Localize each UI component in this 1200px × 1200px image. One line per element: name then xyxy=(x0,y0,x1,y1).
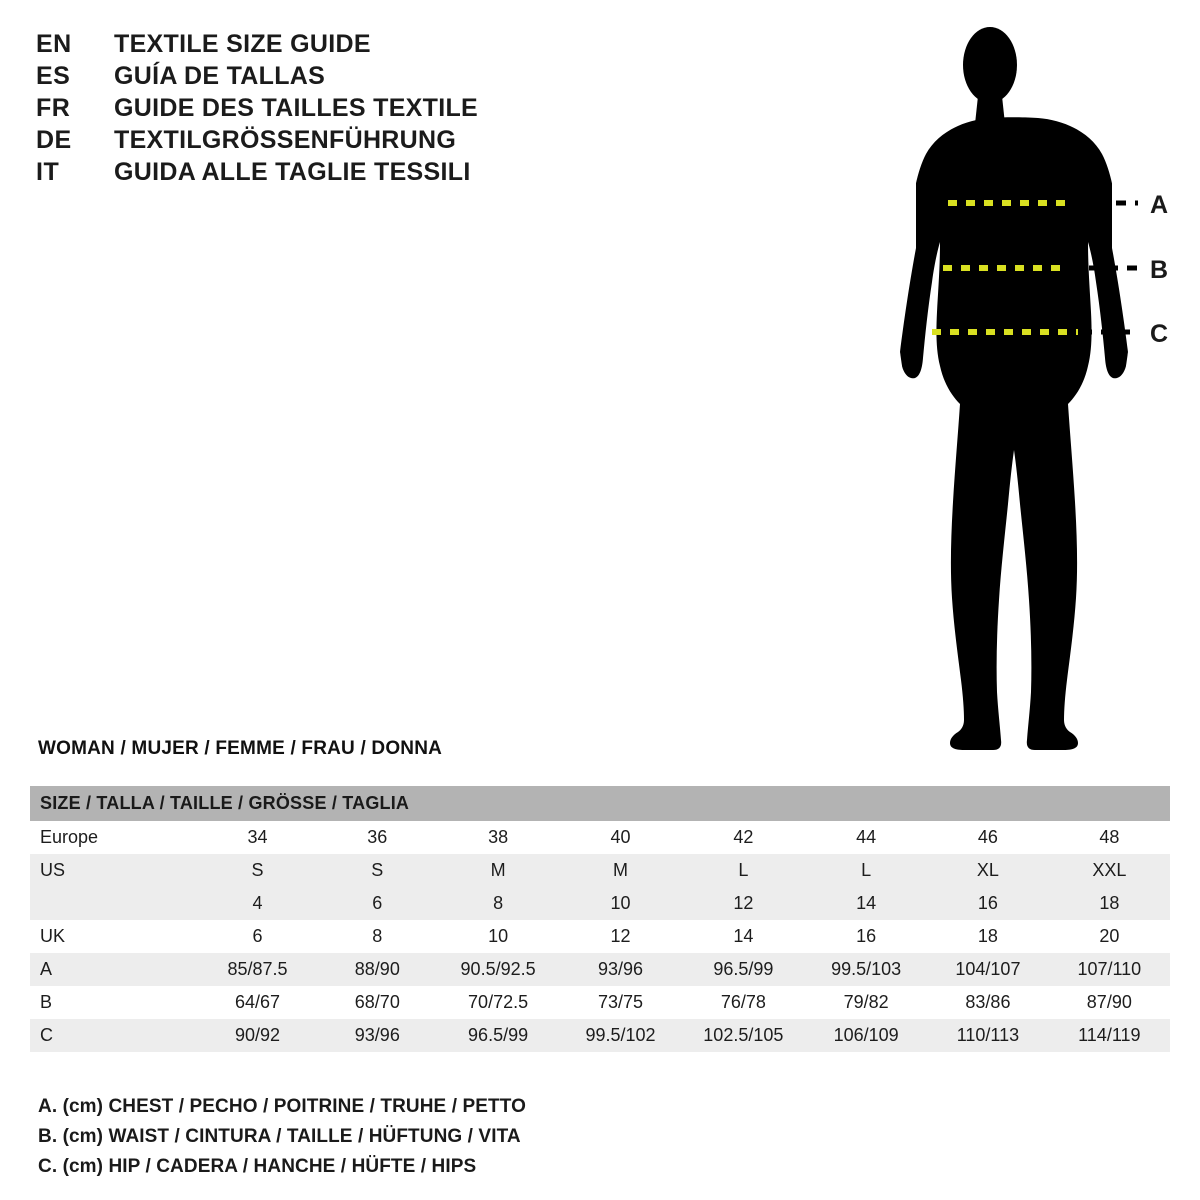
cell-a-5: 96.5/99 xyxy=(682,953,805,986)
cell-us-7: XL xyxy=(927,854,1048,887)
measurement-legend xyxy=(38,1092,938,1182)
cell-b-4: 73/75 xyxy=(559,986,681,1019)
cell-us-5: L xyxy=(682,854,805,887)
cell-a-4: 93/96 xyxy=(559,953,681,986)
cell-europe-7: 46 xyxy=(927,821,1048,854)
cell-b-5: 76/78 xyxy=(682,986,805,1019)
cell-europe-2: 36 xyxy=(318,821,437,854)
marker-label-c: C xyxy=(1150,320,1169,348)
cell-c-4: 99.5/102 xyxy=(559,1019,681,1052)
cell-us-2: S xyxy=(318,854,437,887)
cell-a-2: 88/90 xyxy=(318,953,437,986)
cell-c-5: 102.5/105 xyxy=(682,1019,805,1052)
cell-c-8: 114/119 xyxy=(1049,1019,1170,1052)
cell-us-3: M xyxy=(437,854,560,887)
cell-b-6: 79/82 xyxy=(805,986,927,1019)
language-row-it xyxy=(36,158,676,190)
table-section-title: WOMAN / MUJER / FEMME / FRAU / DONNA xyxy=(38,738,443,759)
footnote-waist: B. (cm) WAIST / CINTURA / TAILLE / HÜFTUNG / VITA xyxy=(38,1126,521,1147)
cell-europe-1: 34 xyxy=(197,821,318,854)
cell-b-8: 87/90 xyxy=(1049,986,1170,1019)
language-row-de xyxy=(36,126,676,158)
table-row xyxy=(30,953,1170,986)
cell-c-6: 106/109 xyxy=(805,1019,927,1052)
table-row xyxy=(30,887,1170,920)
marker-label-b: B xyxy=(1150,256,1169,284)
row-label-us-numeric xyxy=(30,887,197,920)
cell-uk-7: 18 xyxy=(927,920,1048,953)
cell-us-numeric-8: 18 xyxy=(1049,887,1170,920)
cell-europe-8: 48 xyxy=(1049,821,1170,854)
cell-us-numeric-5: 12 xyxy=(682,887,805,920)
language-title-list xyxy=(36,30,676,190)
cell-europe-5: 42 xyxy=(682,821,805,854)
cell-us-numeric-3: 8 xyxy=(437,887,560,920)
cell-uk-8: 20 xyxy=(1049,920,1170,953)
row-label-b: B xyxy=(30,986,197,1019)
row-label-us: US xyxy=(30,854,197,887)
cell-c-7: 110/113 xyxy=(927,1019,1048,1052)
cell-us-1: S xyxy=(197,854,318,887)
table-header-row xyxy=(30,786,1170,821)
language-title-it: GUIDA ALLE TAGLIE TESSILI xyxy=(114,158,471,186)
table-row xyxy=(30,986,1170,1019)
table-header-label: SIZE / TALLA / TAILLE / GRÖSSE / TAGLIA xyxy=(30,786,1170,821)
size-chart-table xyxy=(30,786,1170,1052)
cell-us-8: XXL xyxy=(1049,854,1170,887)
language-row-fr xyxy=(36,94,676,126)
row-label-uk: UK xyxy=(30,920,197,953)
cell-uk-2: 8 xyxy=(318,920,437,953)
cell-us-numeric-2: 6 xyxy=(318,887,437,920)
cell-a-6: 99.5/103 xyxy=(805,953,927,986)
language-code-it: IT xyxy=(36,158,60,186)
marker-label-a: A xyxy=(1150,191,1169,219)
cell-b-3: 70/72.5 xyxy=(437,986,560,1019)
female-body-figure xyxy=(860,20,1180,760)
cell-uk-5: 14 xyxy=(682,920,805,953)
language-code-de: DE xyxy=(36,126,72,154)
footnote-hip: C. (cm) HIP / CADERA / HANCHE / HÜFTE / HIPS xyxy=(38,1156,477,1177)
cell-b-2: 68/70 xyxy=(318,986,437,1019)
row-label-a: A xyxy=(30,953,197,986)
cell-us-numeric-4: 10 xyxy=(559,887,681,920)
language-code-fr: FR xyxy=(36,94,71,122)
table-row xyxy=(30,821,1170,854)
cell-uk-6: 16 xyxy=(805,920,927,953)
cell-b-1: 64/67 xyxy=(197,986,318,1019)
cell-us-numeric-6: 14 xyxy=(805,887,927,920)
table-row xyxy=(30,854,1170,887)
footnote-chest: A. (cm) CHEST / PECHO / POITRINE / TRUHE / PETTO xyxy=(38,1096,526,1117)
cell-us-4: M xyxy=(559,854,681,887)
cell-b-7: 83/86 xyxy=(927,986,1048,1019)
cell-uk-3: 10 xyxy=(437,920,560,953)
row-label-c: C xyxy=(30,1019,197,1052)
cell-a-8: 107/110 xyxy=(1049,953,1170,986)
cell-a-3: 90.5/92.5 xyxy=(437,953,560,986)
cell-uk-1: 6 xyxy=(197,920,318,953)
cell-us-numeric-1: 4 xyxy=(197,887,318,920)
cell-a-7: 104/107 xyxy=(927,953,1048,986)
cell-c-3: 96.5/99 xyxy=(437,1019,560,1052)
row-label-europe: Europe xyxy=(30,821,197,854)
language-title-de: TEXTILGRÖSSENFÜHRUNG xyxy=(114,126,457,154)
language-title-en: TEXTILE SIZE GUIDE xyxy=(114,30,371,58)
cell-uk-4: 12 xyxy=(559,920,681,953)
language-title-fr: GUIDE DES TAILLES TEXTILE xyxy=(114,94,479,122)
table-row xyxy=(30,1019,1170,1052)
language-code-en: EN xyxy=(36,30,72,58)
cell-a-1: 85/87.5 xyxy=(197,953,318,986)
cell-europe-4: 40 xyxy=(559,821,681,854)
cell-c-1: 90/92 xyxy=(197,1019,318,1052)
cell-europe-3: 38 xyxy=(437,821,560,854)
cell-c-2: 93/96 xyxy=(318,1019,437,1052)
language-title-es: GUÍA DE TALLAS xyxy=(114,62,326,90)
language-row-es xyxy=(36,62,676,94)
cell-us-6: L xyxy=(805,854,927,887)
language-row-en xyxy=(36,30,676,62)
table-row xyxy=(30,920,1170,953)
cell-us-numeric-7: 16 xyxy=(927,887,1048,920)
cell-europe-6: 44 xyxy=(805,821,927,854)
language-code-es: ES xyxy=(36,62,71,90)
